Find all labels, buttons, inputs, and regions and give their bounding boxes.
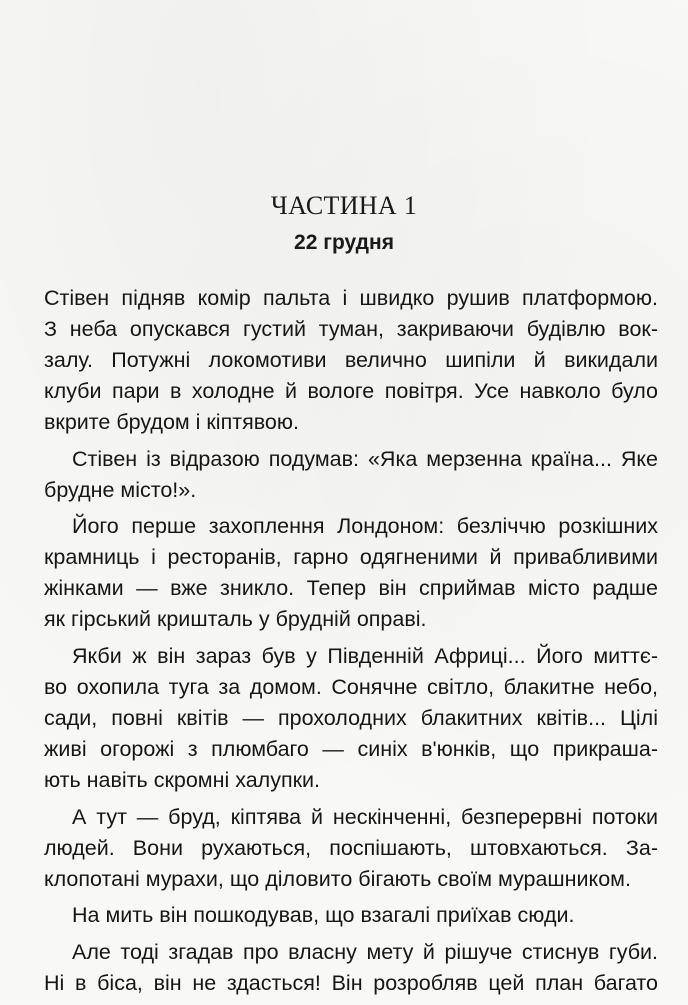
paragraph (44, 283, 658, 438)
text-line: жінками — вже зникло. Тепер він сприймав місто радше (44, 576, 658, 601)
paragraph (44, 802, 658, 895)
chapter-heading: ЧАСТИНА 1 (270, 191, 418, 220)
text-line: клопотані мурахи, що діловито бігають своїм мурашником. (44, 866, 631, 891)
text-line: Але тоді згадав про власну мету й рішуче стиснув губи. (72, 940, 658, 965)
text-line: живі огорожі з плюмбаго — синіх в'юнків, що прикраша- (44, 737, 658, 762)
text-line: вкрите брудом і кіптявою. (44, 410, 299, 434)
text-line: як гірський кришталь у брудній оправі. (44, 607, 427, 632)
text-line: во охопила туга за домом. Сонячне світло, блакитне небо, (44, 675, 658, 700)
text-line: Ні в біса, він не здасться! Він розробляв цей план багато (44, 971, 658, 996)
paragraph (44, 511, 658, 635)
body-text (44, 283, 658, 1005)
paragraph (44, 444, 658, 506)
paragraph (44, 900, 658, 931)
text-line: ють навіть скромні халупки. (44, 768, 320, 793)
text-line: Якби ж він зараз був у Південній Африці... Його миттє- (72, 644, 658, 669)
text-line: крамниць і ресторанів, гарно одягненими й привабливими (44, 545, 658, 570)
text-line: людей. Вони рухаються, поспішають, штовхаються. За- (44, 835, 658, 860)
text-line: А тут — бруд, кіптява й нескінченні, безперервні потоки (72, 804, 658, 829)
text-line: Стівен із відразою подумав: «Яка мерзенна країна... Яке (72, 446, 658, 471)
paragraph (44, 937, 658, 999)
text-line: З неба опускався густий туман, закриваючи будівлю вок- (44, 317, 658, 341)
date-heading: 22 грудня (294, 231, 394, 254)
text-line: Стівен підняв комір пальта і швидко рушив платформою. (44, 286, 658, 310)
text-line: Його перше захоплення Лондоном: безліччю розкішних (72, 514, 658, 539)
text-line: На мить він пошкодував, що взагалі приїхав сюди. (72, 903, 575, 928)
text-line: клуби пари в холодне й вологе повітря. Усе навколо було (44, 379, 658, 403)
paragraph (44, 641, 658, 796)
text-line: сади, повні квітів — прохолодних блакитних квітів... Цілі (44, 706, 658, 731)
text-line: брудне місто!». (44, 477, 197, 502)
text-line: залу. Потужні локомотиви велично шипіли й викидали (44, 348, 658, 372)
